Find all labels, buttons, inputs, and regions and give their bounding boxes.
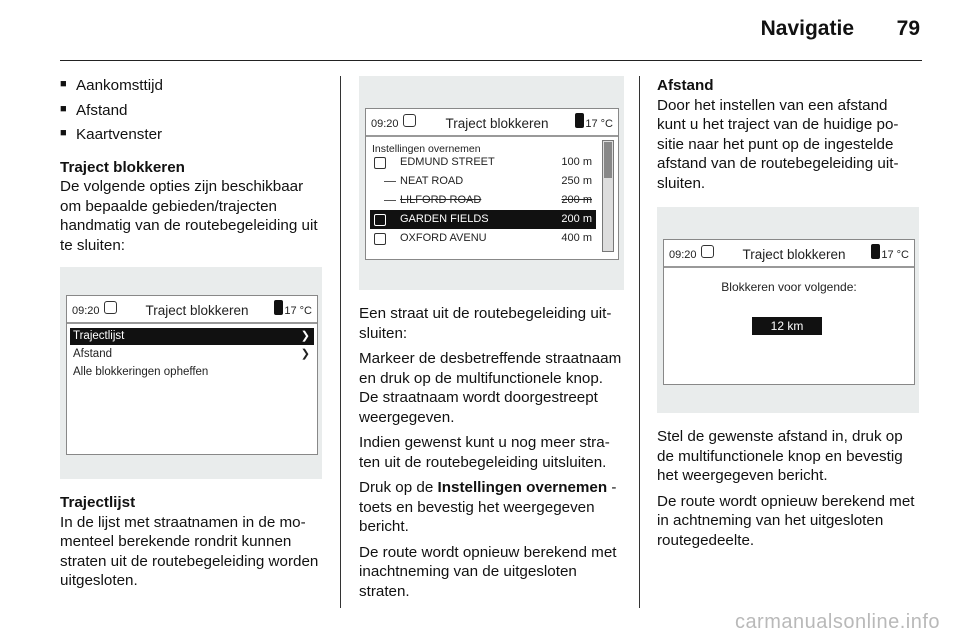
block-icon bbox=[374, 214, 386, 226]
chevron-right-icon: ❯ bbox=[300, 348, 310, 360]
menu-item-afstand[interactable] bbox=[70, 346, 314, 363]
menu-item-label: Alle blokkeringen opheffen bbox=[73, 366, 209, 378]
menu-item-label: Afstand bbox=[73, 348, 112, 360]
navigation-status-icon bbox=[104, 301, 117, 314]
route-row-blocked[interactable] bbox=[370, 191, 596, 210]
paragraph: Stel de gewenste afstand in, druk op de multifunctionele knop en bevestig het weergegeven bericht. bbox=[657, 428, 903, 484]
street-name: NEAT ROAD bbox=[400, 175, 464, 187]
text-run: -toets en bevestig het weergegeven bericht. bbox=[359, 479, 617, 535]
device-screen bbox=[365, 108, 619, 260]
column-2 bbox=[359, 76, 624, 607]
navigation-status-icon bbox=[403, 114, 416, 127]
device-screen bbox=[66, 295, 318, 455]
screen-title-bar bbox=[67, 296, 317, 324]
menu-item-label: Trajectlijst bbox=[73, 330, 125, 342]
route-row[interactable] bbox=[370, 172, 596, 191]
page-header bbox=[60, 0, 922, 62]
street-distance: 100 m bbox=[561, 156, 592, 168]
paragraph bbox=[359, 478, 624, 537]
header-divider bbox=[60, 60, 922, 61]
street-name: OXFORD AVENU bbox=[400, 232, 487, 244]
watermark: carmanualsonline.info bbox=[734, 611, 940, 633]
screen-title-bar bbox=[366, 109, 618, 137]
scrollbar-thumb[interactable] bbox=[604, 142, 612, 178]
page-number: 79 bbox=[896, 17, 920, 40]
screen-heading: Traject blokkeren bbox=[742, 247, 846, 262]
route-row[interactable] bbox=[370, 229, 596, 248]
screen-heading: Traject blokkeren bbox=[445, 116, 549, 131]
bullet-list bbox=[60, 76, 322, 145]
temperature: 17 °C bbox=[585, 118, 613, 130]
street-distance: 400 m bbox=[561, 232, 592, 244]
screen-heading: Traject blokkeren bbox=[145, 303, 249, 318]
page-title: Navigatie bbox=[760, 17, 854, 40]
paragraph: Indien gewenst kunt u nog meer straten uit de routebegeleiding uitsluiten. bbox=[359, 434, 610, 471]
section-heading: Afstand bbox=[657, 77, 714, 94]
screen-figure-2 bbox=[359, 76, 624, 290]
device-screen bbox=[663, 239, 915, 385]
street-name: GARDEN FIELDS bbox=[400, 213, 489, 225]
clock-time: 09:20 bbox=[669, 249, 697, 261]
clock-time: 09:20 bbox=[72, 305, 100, 317]
paragraph: De route wordt opnieuw berekend met in achtneming van het uitgesloten routegedeelte. bbox=[657, 492, 915, 549]
paragraph: Markeer de desbetreffende straatnaam en druk op de multifunctionele knop. De straatnaam wordt doorgestreept weergegeven. bbox=[359, 350, 622, 426]
phone-icon bbox=[575, 113, 584, 128]
street-icon bbox=[374, 157, 386, 169]
street-name: LILFORD ROAD bbox=[400, 194, 482, 206]
column-divider-2 bbox=[639, 76, 640, 608]
bullet-item: ■ Aankomsttijd bbox=[60, 76, 322, 96]
paragraph: Een straat uit de routebegeleiding uitsluiten: bbox=[359, 305, 612, 342]
street-name: EDMUND STREET bbox=[400, 156, 495, 168]
tree-connector bbox=[384, 181, 396, 182]
menu-item-trajectlijst[interactable] bbox=[70, 328, 314, 345]
text-run: Druk op de bbox=[359, 479, 438, 496]
street-distance: 200 m bbox=[561, 194, 592, 206]
clock-time: 09:20 bbox=[371, 118, 399, 130]
junction-icon bbox=[374, 233, 386, 245]
scrollbar[interactable] bbox=[602, 140, 614, 252]
distance-value[interactable]: 12 km bbox=[752, 317, 822, 335]
route-row[interactable] bbox=[370, 153, 596, 172]
column-divider-1 bbox=[340, 76, 341, 608]
paragraph: De route wordt opnieuw berekend met inachtneming van de uitgesloten straten. bbox=[359, 543, 617, 600]
chevron-right-icon: ❯ bbox=[300, 330, 310, 342]
route-row-selected[interactable] bbox=[370, 210, 596, 229]
bullet-item: ■ Kaartvenster bbox=[60, 125, 322, 145]
section-heading: Traject blokkeren bbox=[60, 158, 185, 176]
menu-item-opheffen[interactable] bbox=[70, 364, 314, 381]
street-distance: 250 m bbox=[561, 175, 592, 187]
section-text: Door het instellen van een afstand kunt u het traject van de huidige positie naar het punt op de ingestelde afstand van de routebegeleiding uitsluiten. bbox=[657, 96, 899, 192]
temperature: 17 °C bbox=[881, 249, 909, 261]
block-message: Blokkeren voor volgende: bbox=[721, 280, 857, 294]
screen-figure-3 bbox=[657, 207, 919, 413]
section-text: De volgende opties zijn beschikbaar om bepaalde gebieden/trajecten handmatig van de routebegeleiding uit te sluiten: bbox=[60, 178, 318, 254]
section-heading: Trajectlijst bbox=[60, 494, 136, 511]
street-distance: 200 m bbox=[561, 213, 592, 225]
phone-icon bbox=[871, 244, 880, 259]
tree-connector bbox=[384, 200, 396, 201]
temperature: 17 °C bbox=[284, 305, 312, 317]
screen-figure-1 bbox=[60, 267, 322, 479]
section-text: In de lijst met straatnamen in de momenteel berekende rondrit kunnen straten uit de routebegeleiding worden uitgesloten. bbox=[60, 513, 319, 589]
column-3 bbox=[657, 76, 919, 556]
column-1 bbox=[60, 76, 322, 597]
navigation-status-icon bbox=[701, 245, 714, 258]
phone-icon bbox=[274, 300, 283, 315]
settings-apply-label[interactable]: Instellingen overnemen bbox=[372, 143, 481, 155]
button-reference: Instellingen overnemen bbox=[437, 479, 608, 496]
bullet-item: ■ Afstand bbox=[60, 101, 322, 121]
screen-title-bar bbox=[664, 240, 914, 268]
